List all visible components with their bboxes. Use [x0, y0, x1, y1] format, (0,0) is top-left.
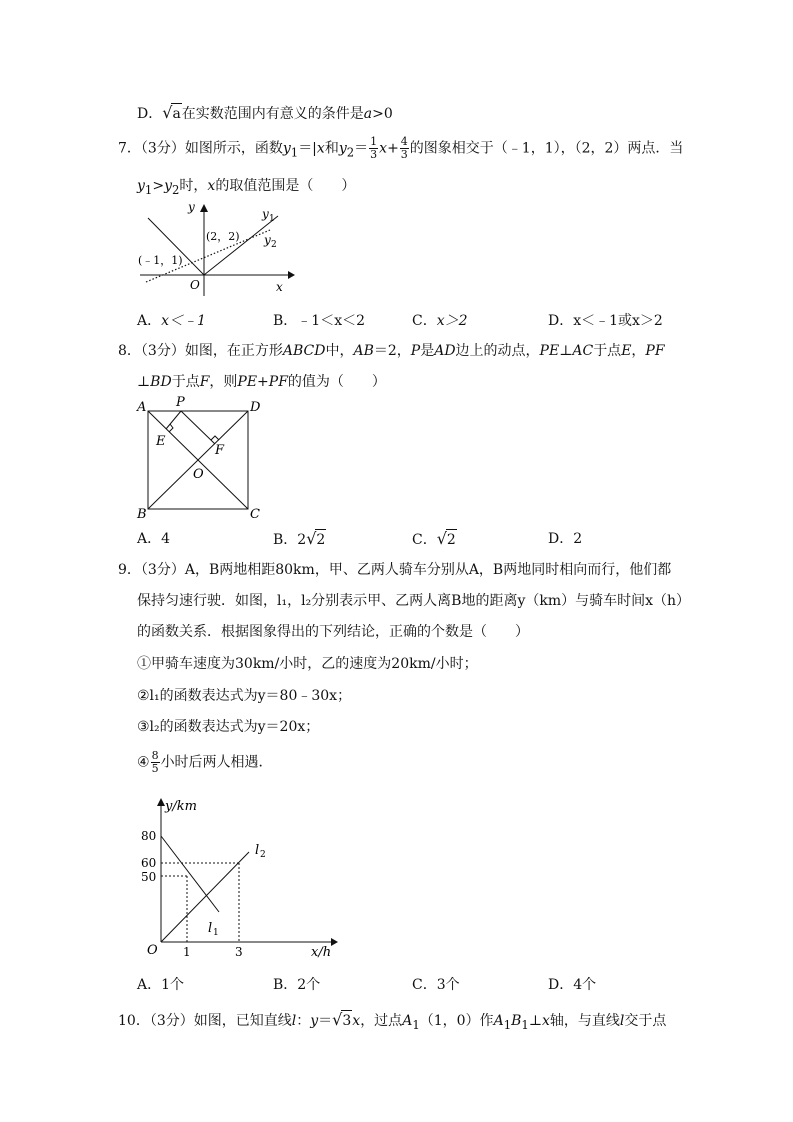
text: ＝: [318, 1013, 333, 1029]
fraction: [369, 136, 378, 161]
q7-stem-line1: [118, 136, 683, 162]
text: 于点: [171, 374, 200, 390]
text: ②l₁的函数表达式为y＝80﹣30x；: [137, 688, 352, 704]
q7-option-c[interactable]: [412, 311, 468, 331]
y2-label: y: [264, 233, 271, 247]
sub: 2: [346, 145, 355, 160]
question-score: （3分）: [140, 140, 185, 157]
var: AB: [353, 343, 374, 359]
x-axis-label: x/h: [311, 945, 332, 960]
var: l: [619, 1013, 625, 1029]
option-text: ﹣1＜x＜2: [297, 313, 366, 329]
sqrt-sign: √: [162, 103, 173, 122]
q9-option-a[interactable]: [137, 975, 184, 995]
text: 交于点: [624, 1013, 667, 1029]
point-a-label: (﹣1，1): [138, 254, 183, 267]
var: y: [164, 178, 172, 194]
text: 时，: [179, 178, 208, 194]
denominator: 3: [370, 148, 378, 161]
q10-stem-line1: [118, 1010, 666, 1035]
var: ABCD: [282, 343, 326, 359]
q9-stem-line3: [137, 622, 529, 642]
vertex-c: C: [250, 507, 260, 522]
var: A: [493, 1013, 504, 1029]
text: ⊥: [137, 374, 151, 390]
segment-pf: [181, 411, 215, 444]
y-axis-label: y: [188, 200, 195, 214]
text: 的取值范围是（ ）: [215, 178, 356, 194]
origin-label: O: [190, 278, 200, 292]
line-l1: [161, 836, 219, 912]
var: y: [338, 140, 347, 157]
var: x: [316, 140, 325, 157]
q9-statement-1: [137, 654, 478, 674]
y-axis-label: y/km: [165, 799, 197, 814]
text: 的函数关系．根据图象得出的下列结论，正确的个数是（ ）: [137, 624, 529, 640]
q7-stem-line2: [137, 176, 355, 200]
var: y: [310, 1013, 319, 1029]
var: P: [410, 343, 421, 359]
tick-x-1: 1: [183, 945, 191, 959]
y-axis-arrow-icon: [157, 798, 165, 806]
y1-label-sub: 1: [269, 214, 275, 224]
text: 小时后两人相遇．: [160, 754, 273, 771]
option-text: x＞2: [436, 313, 468, 329]
text: 是: [420, 343, 435, 359]
sqrt-arg: 2: [315, 529, 326, 550]
l2-label: l: [255, 843, 260, 858]
segment-pe: [166, 411, 181, 429]
denominator: 3: [400, 148, 408, 161]
text: ：: [296, 1013, 311, 1029]
text: ＝: [354, 140, 369, 157]
text: 轴，与直线: [549, 1013, 620, 1029]
q9-statement-2: [137, 686, 351, 706]
text: ⊥: [559, 343, 573, 359]
l1-label-sub: 1: [213, 928, 219, 938]
numerator: 8: [151, 749, 159, 762]
var: E: [621, 343, 632, 359]
text: ④: [137, 754, 150, 771]
option-key: B．: [273, 532, 298, 548]
text: 如图所示，函数: [184, 140, 283, 157]
y1-label: y: [262, 207, 269, 221]
q8-figure: [134, 394, 274, 522]
option-key: C．: [412, 977, 437, 993]
text: ＝|: [298, 140, 317, 157]
sqrt-arg: 3: [341, 1010, 352, 1031]
numerator: 4: [400, 135, 408, 148]
text: >: [152, 178, 165, 194]
text: 保持匀速行驶．如图，l₁，l₂分别表示甲、乙两人离B地的距离y（km）与骑车时间x（h）: [137, 593, 691, 609]
q8-option-d[interactable]: [548, 529, 582, 549]
q9-stem-line2: [137, 591, 690, 611]
option-key: C．: [412, 532, 437, 548]
sqrt-sign: √: [306, 529, 317, 548]
option-key: D．: [548, 531, 574, 547]
var: AC: [572, 343, 594, 359]
option-key: D．: [548, 977, 574, 993]
text: ③l₂的函数表达式为y＝20x；: [137, 719, 320, 735]
option-key: D．: [137, 106, 163, 122]
q9-stem-line1: [118, 560, 671, 580]
option-coef: 2: [297, 532, 307, 548]
question-number: 10．: [118, 1013, 150, 1029]
text: 于点: [593, 343, 622, 359]
question-score: （3分）: [140, 343, 185, 359]
option-key: A．: [137, 313, 162, 329]
sqrt-sign: √: [436, 529, 447, 548]
x-axis-arrow-icon: [331, 938, 338, 946]
vertex-b: B: [137, 507, 147, 522]
option-text: 4个: [573, 977, 597, 993]
sub: 1: [144, 182, 153, 197]
l2-label-sub: 2: [260, 850, 266, 860]
var-a: a: [363, 106, 373, 122]
l1-label: l: [208, 921, 213, 936]
tick-x-3: 3: [235, 945, 243, 959]
var: l: [291, 1013, 297, 1029]
vertex-d: D: [250, 400, 261, 415]
option-text: 3个: [436, 977, 460, 993]
var: x: [542, 1013, 550, 1029]
q6-option-d: [137, 103, 393, 124]
text: ，则: [209, 374, 238, 390]
tick-y-80: 80: [141, 829, 157, 843]
var: F: [199, 374, 210, 390]
line-l2: [161, 852, 249, 942]
denominator: 5: [151, 762, 159, 775]
var: PF: [645, 343, 665, 359]
text: A，B两地相距80km，甲、乙两人骑车分别从A，B两地同时相向而行，他们都: [184, 562, 672, 578]
tick-y-50: 50: [141, 870, 157, 884]
var: x: [207, 178, 216, 194]
y2-label-sub: 2: [271, 240, 277, 250]
fraction: [400, 136, 409, 161]
point-o: O: [193, 467, 204, 482]
sub: 1: [503, 1017, 512, 1032]
text: 和: [324, 140, 339, 157]
sub: 1: [521, 1017, 529, 1032]
text: +: [257, 374, 269, 390]
question-score: （3分）: [149, 1013, 194, 1029]
q9-graph: [135, 794, 345, 962]
option-key: B．: [273, 313, 298, 329]
option-text: x＜﹣1: [161, 313, 206, 329]
option-text: 1个: [161, 977, 185, 993]
q7-option-b[interactable]: [273, 311, 365, 331]
origin-label: O: [147, 943, 158, 958]
y-axis-arrow-icon: [200, 204, 208, 212]
var: A: [402, 1013, 413, 1029]
var: PE: [539, 343, 560, 359]
x-axis-arrow-icon: [288, 271, 295, 279]
q8-stem-line1: [118, 341, 665, 361]
question-number: 7．: [118, 140, 141, 157]
point-f: F: [215, 443, 225, 458]
point-p: P: [176, 395, 185, 410]
right-angle-mark-f: [211, 436, 219, 440]
question-score: （3分）: [140, 562, 185, 578]
option-key: C．: [412, 313, 437, 329]
text: ，过点: [360, 1013, 403, 1029]
option-text: x＜﹣1或x＞2: [573, 313, 663, 329]
option-key: A．: [137, 531, 162, 547]
q8-stem-line2: [137, 372, 386, 392]
question-number: 8．: [118, 343, 141, 359]
q9-option-b[interactable]: [273, 975, 320, 995]
option-text: 2个: [297, 977, 321, 993]
question-number: 9．: [118, 562, 141, 578]
q8-option-a[interactable]: [137, 529, 170, 549]
vertex-a: A: [137, 400, 147, 415]
sub: 2: [172, 182, 180, 197]
var: BD: [150, 374, 172, 390]
point-e: E: [156, 434, 166, 449]
var: PF: [268, 374, 288, 390]
option-text: 在实数范围内有意义的条件是: [181, 106, 364, 122]
q9-option-d[interactable]: [548, 975, 596, 995]
sub: 1: [290, 145, 299, 160]
text: ①甲骑车速度为30km/小时，乙的速度为20km/小时；: [137, 656, 478, 672]
text: ＝2，: [373, 343, 411, 359]
text: ⊥: [528, 1013, 542, 1029]
option-key: D．: [548, 313, 574, 329]
text: 如图，在正方形: [184, 343, 283, 359]
tick-y-60: 60: [141, 856, 157, 870]
q8-option-c[interactable]: [412, 529, 457, 550]
q7-option-a[interactable]: [137, 311, 206, 331]
x-axis-label: x: [276, 280, 283, 294]
var: x: [352, 1013, 361, 1029]
option-text: 4: [161, 531, 171, 547]
var: y: [282, 140, 291, 157]
option-key: B．: [273, 977, 298, 993]
q9-option-c[interactable]: [412, 975, 460, 995]
var: y: [137, 178, 145, 194]
sqrt-arg: 2: [446, 529, 457, 550]
text: ，: [631, 343, 646, 359]
sqrt-arg: a: [171, 103, 181, 124]
var: B: [511, 1013, 522, 1029]
var: AD: [434, 343, 456, 359]
q7-option-d[interactable]: [548, 311, 663, 331]
text: 边上的动点，: [455, 343, 540, 359]
sub: 1: [412, 1017, 420, 1032]
q9-statement-3: [137, 717, 319, 737]
text: 如图，已知直线: [193, 1013, 292, 1029]
q7-graph: [130, 200, 300, 300]
text: 的值为（ ）: [287, 374, 386, 390]
text: （1，0）作: [419, 1013, 494, 1029]
point-b-label: (2，2): [206, 230, 240, 243]
option-tail: >0: [372, 106, 393, 122]
q8-option-b[interactable]: [273, 529, 326, 550]
text: 中，: [325, 343, 354, 359]
fraction: [151, 750, 160, 775]
text: 的图象相交于（﹣1，1），（2，2）两点．当: [409, 140, 684, 157]
var: PE: [237, 374, 258, 390]
text: +: [387, 140, 399, 157]
option-key: A．: [137, 977, 162, 993]
sqrt-sign: √: [332, 1010, 343, 1029]
q9-statement-4: [137, 750, 273, 775]
option-text: 2: [573, 531, 583, 547]
numerator: 1: [370, 135, 378, 148]
var: x: [379, 140, 388, 157]
